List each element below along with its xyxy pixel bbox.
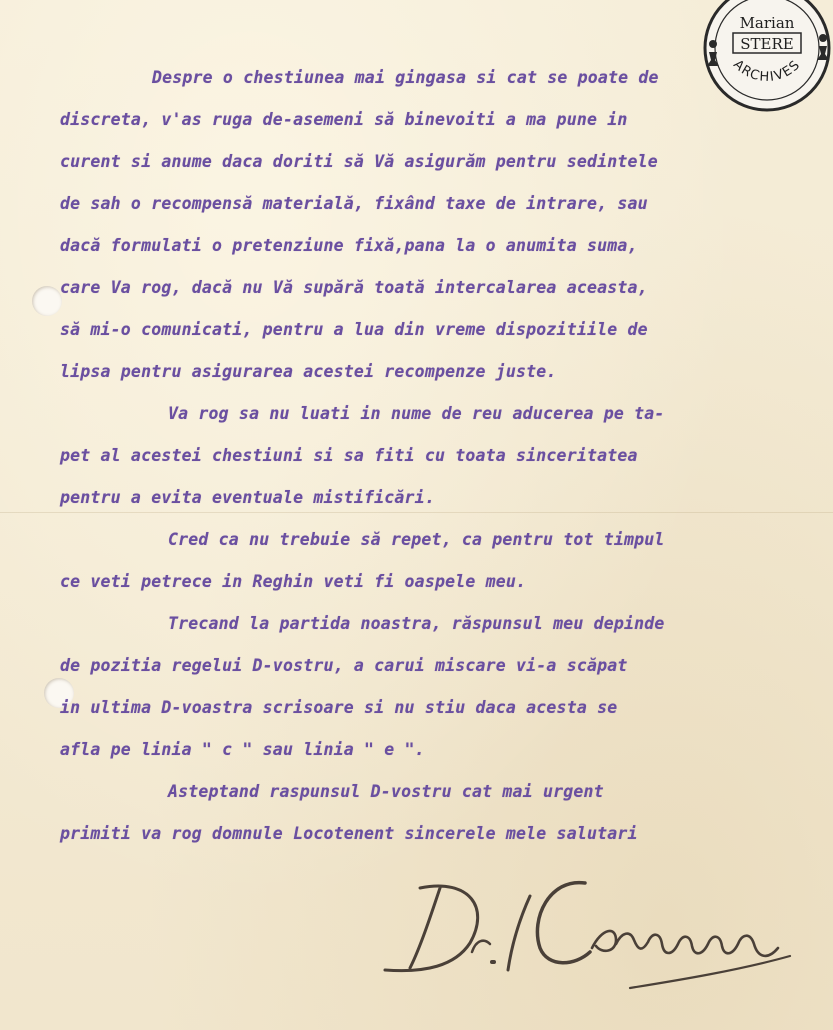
- letter-line: Va rog sa nu luati in nume de reu aducerea pe ta-: [168, 404, 665, 423]
- stamp-line2: STERE: [740, 35, 794, 53]
- letter-line: de pozitia regelui D-vostru, a carui miscare vi-a scăpat: [60, 656, 628, 675]
- letter-line: de sah o recompensă materială, fixând taxe de intrare, sau: [60, 194, 648, 213]
- letter-line: dacă formulati o pretenziune fixă,pana la o anumita suma,: [60, 236, 638, 255]
- letter-line: Cred ca nu trebuie să repet, ca pentru tot timpul: [168, 530, 665, 549]
- letter-line: Despre o chestiunea mai gingasa si cat se poate de: [152, 68, 659, 87]
- stamp-line1: Marian: [739, 14, 795, 32]
- handwritten-signature: [380, 848, 800, 1008]
- letter-line: Asteptand raspunsul D-vostru cat mai urgent: [168, 782, 604, 801]
- archive-stamp: [697, 0, 833, 118]
- letter-line: lipsa pentru asigurarea acestei recompenze juste.: [60, 362, 557, 381]
- letter-line: pet al acestei chestiuni si sa fiti cu toata sinceritatea: [60, 446, 638, 465]
- punch-hole: [32, 286, 62, 316]
- letter-line: pentru a evita eventuale mistificări.: [60, 488, 435, 507]
- stamp-arc-text: ARCHIVES: [730, 57, 804, 86]
- paper-fold: [0, 512, 833, 513]
- letter-line: in ultima D-voastra scrisoare si nu stiu daca acesta se: [60, 698, 618, 717]
- letter-line: discreta, v'as ruga de-asemeni să binevoiti a ma pune in: [60, 110, 628, 129]
- letter-line: care Va rog, dacă nu Vă supără toată intercalarea aceasta,: [60, 278, 648, 297]
- letter-line: curent si anume daca doriti să Vă asigurăm pentru sedintele: [60, 152, 658, 171]
- letter-line: să mi-o comunicati, pentru a lua din vreme dispozitiile de: [60, 320, 648, 339]
- letter-line: afla pe linia " c " sau linia " e ".: [60, 740, 425, 759]
- letter-line: Trecand la partida noastra, răspunsul meu depinde: [168, 614, 665, 633]
- letter-line: ce veti petrece in Reghin veti fi oaspele meu.: [60, 572, 527, 591]
- letter-line: primiti va rog domnule Locotenent sincerele mele salutari: [60, 824, 638, 843]
